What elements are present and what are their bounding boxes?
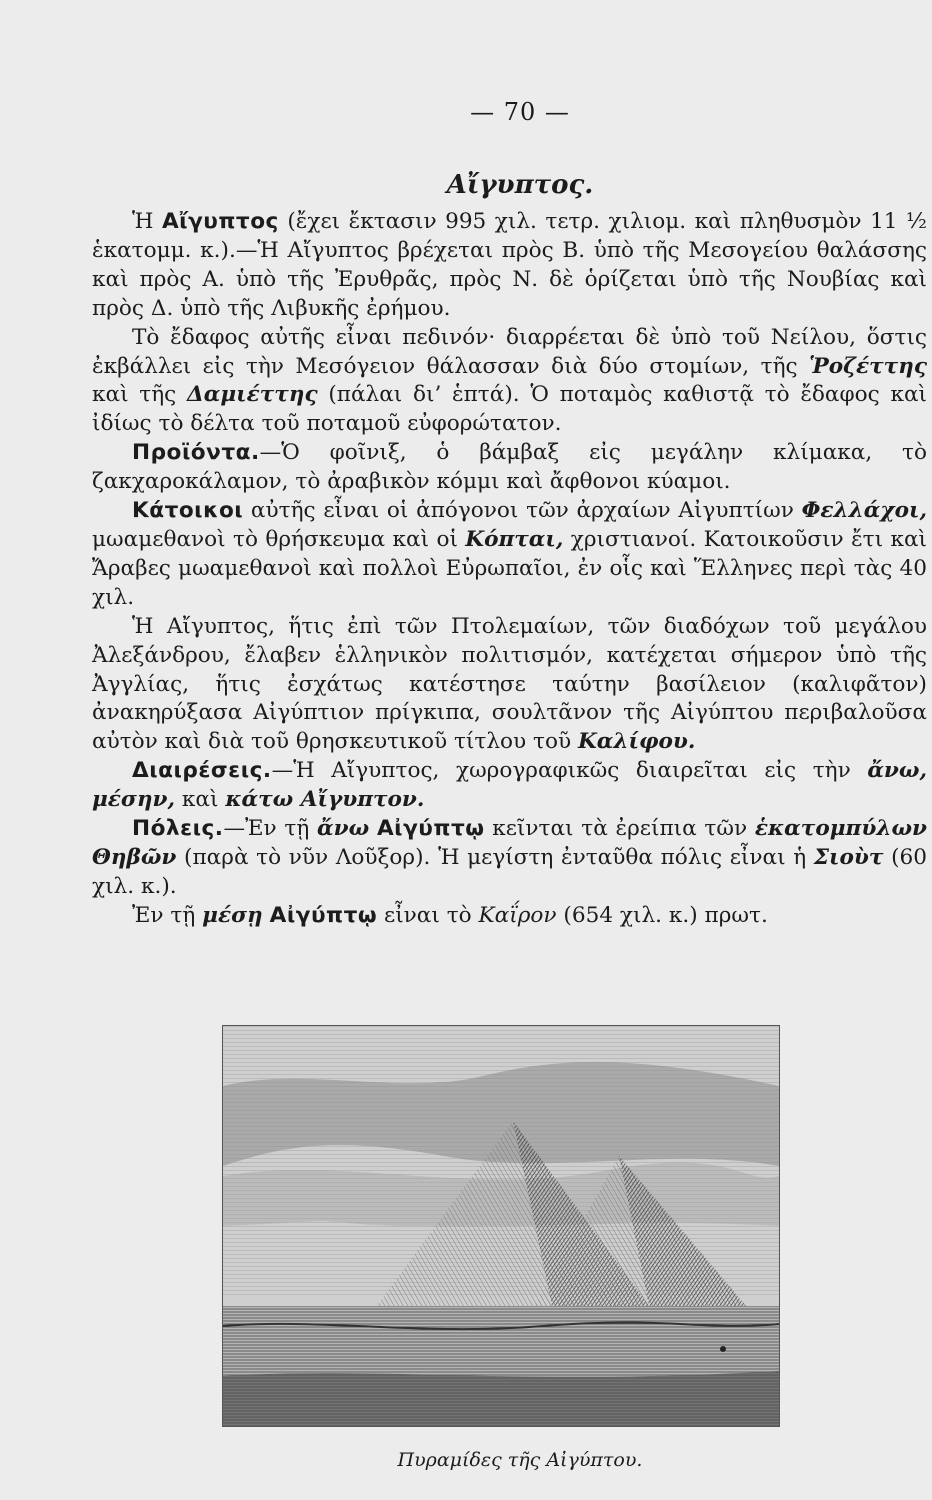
text-run: καὶ τῆς: [92, 382, 187, 408]
term-upper-middle: ἄνω, μέσην,: [92, 758, 927, 813]
text-run: Ἐν τῇ: [132, 902, 203, 928]
place-siout: Σιοὺτ: [813, 844, 884, 870]
body-text: [92, 208, 927, 931]
term-egypt-bold: Αἰγύπτῳ: [376, 816, 485, 842]
paragraph-cairo: [92, 902, 927, 931]
text-run: (πάλαι δι’ ἑπτά). Ὁ ποταμὸς καθιστᾷ τὸ ἔδαφος καὶ ἰδίως τὸ δέλτα τοῦ ποταμοῦ εὐφορώτατον.: [92, 382, 927, 437]
text-run: —Ὁ φοῖνιξ, ὁ βάμβαξ εἰς μεγάλην κλίμακα, τὸ ζακχαροκάλαμον, τὸ ἀραβικὸν κόμμι καὶ ἄφθονοι κύαμοι.: [92, 440, 927, 495]
place-rosetta: Ῥοζέττης: [809, 353, 927, 379]
place-damietta: Δαμιέττης: [186, 382, 318, 408]
place-cairo: Καΐρον: [478, 902, 557, 928]
text-run: [263, 903, 270, 928]
paragraph-divisions: [92, 757, 927, 815]
text-run: κεῖνται τὰ ἐρείπια τῶν: [484, 816, 755, 842]
text-run: αὐτῆς εἶναι οἱ ἀπόγονοι τῶν ἀρχαίων Αἰγυπτίων: [243, 498, 802, 524]
text-run: (παρὰ τὸ νῦν Λοῦξορ). Ἡ μεγίστη ἐνταῦθα πόλις εἶναι ἡ: [176, 844, 814, 870]
place-thebes: ἑκατομπύλων Θηβῶν: [92, 816, 927, 870]
text-run: μωαμεθανοὶ τὸ θρήσκευμα καὶ οἱ: [92, 526, 466, 552]
paragraph-size-borders: [92, 208, 927, 324]
heading-products: Προϊόντα.: [132, 440, 260, 466]
term-fellahs: Φελλάχοι,: [801, 498, 927, 524]
text-run: (654 χιλ. κ.) πρωτ.: [556, 902, 768, 928]
heading-cities: Πόλεις.: [132, 816, 224, 842]
figure-caption: Πυραμίδες τῆς Αἰγύπτου.: [397, 1449, 643, 1471]
paragraph-history: [92, 613, 927, 758]
paragraph-terrain: [92, 324, 927, 440]
text-run: εἶναι τὸ: [377, 902, 479, 928]
camel-figure: [720, 1346, 726, 1352]
text-run: (60 χιλ. κ.).: [92, 844, 927, 899]
paragraph-inhabitants: [92, 497, 927, 613]
foreground-sand: [223, 1371, 779, 1426]
text-run: [369, 816, 377, 841]
heading-divisions: Διαιρέσεις.: [132, 758, 272, 784]
text-run: Τὸ ἔδαφος αὐτῆς εἶναι πεδινόν· διαρρέεται δὲ ὑπὸ τοῦ Νείλου, ὅστις ἐκβάλλει εἰς τὴν Μεσόγειον θάλασσαν διὰ δύο στομίων, τῆς: [92, 324, 927, 379]
term-caliph: Καλίφου.: [577, 729, 696, 755]
term-middle: μέσῃ: [202, 902, 263, 928]
paragraph-products: [92, 439, 927, 497]
page-number: — 70 —: [470, 98, 570, 126]
text-run: Ἡ: [132, 209, 162, 234]
text-run: —Ἐν τῇ: [223, 816, 318, 842]
text-run: χριστιανοί. Κατοικοῦσιν ἔτι καὶ Ἄραβες μωαμεθανοὶ καὶ πολλοὶ Εὐρωπαῖοι, ἐν οἷς καὶ Ἕλληνες περὶ τὰς 40 χιλ.: [92, 526, 927, 610]
heading-inhabitants: Κάτοικοι: [132, 498, 244, 524]
heading-egypt: Αἴγυπτος: [161, 209, 279, 234]
term-lower-egypt: κάτω Αἴγυπτον.: [225, 787, 425, 813]
paragraph-cities: [92, 815, 927, 902]
term-upper: ἄνω: [317, 816, 370, 842]
page-title: Αἴγυπτος.: [446, 170, 594, 200]
text-run: —Ἡ Αἴγυπτος, χωρογραφικῶς διαιρεῖται εἰς τὴν: [271, 758, 868, 784]
pyramids-illustration: [222, 1025, 780, 1427]
text-run: (ἔχει ἔκτασιν 995 χιλ. τετρ. χιλιομ. καὶ πληθυσμὸν 11 ½ ἑκατομμ. κ.).—Ἡ Αἴγυπτος βρέχεται πρὸς Β. ὑπὸ τῆς Μεσογείου θαλάσσης καὶ πρὸς Α. ὑπὸ τῆς Ἐρυθρᾶς, πρὸς Ν. δὲ ὁρίζεται ὑπὸ τῆς Νουβίας καὶ πρὸς Δ. ὑπὸ τῆς Λιβυκῆς ἐρήμου.: [92, 209, 927, 321]
text-run: καὶ: [175, 787, 226, 813]
term-copts: Κόπται,: [465, 526, 564, 552]
term-egypt-bold: Αἰγύπτῳ: [269, 902, 378, 928]
pyramids-engraving-image: [223, 1026, 779, 1426]
text-run: Ἡ Αἴγυπτος, ἥτις ἐπὶ τῶν Πτολεμαίων, τῶν διαδόχων τοῦ μεγάλου Ἀλεξάνδρου, ἔλαβεν ἑλληνικὸν πολιτισμόν, κατέχεται σήμερον ὑπὸ τῆς Ἀγγλίας, ἥτις ἐσχάτως κατέστησε ταύτην βασίλειον (καλιφᾶτον) ἀνακηρύξασα Αἰγύπτιον πρίγκιπα, σουλτᾶνον τῆς Αἰγύπτου περιβαλοῦσα αὐτὸν καὶ διὰ τοῦ θρησκευτικοῦ τίτλου τοῦ: [92, 613, 927, 755]
